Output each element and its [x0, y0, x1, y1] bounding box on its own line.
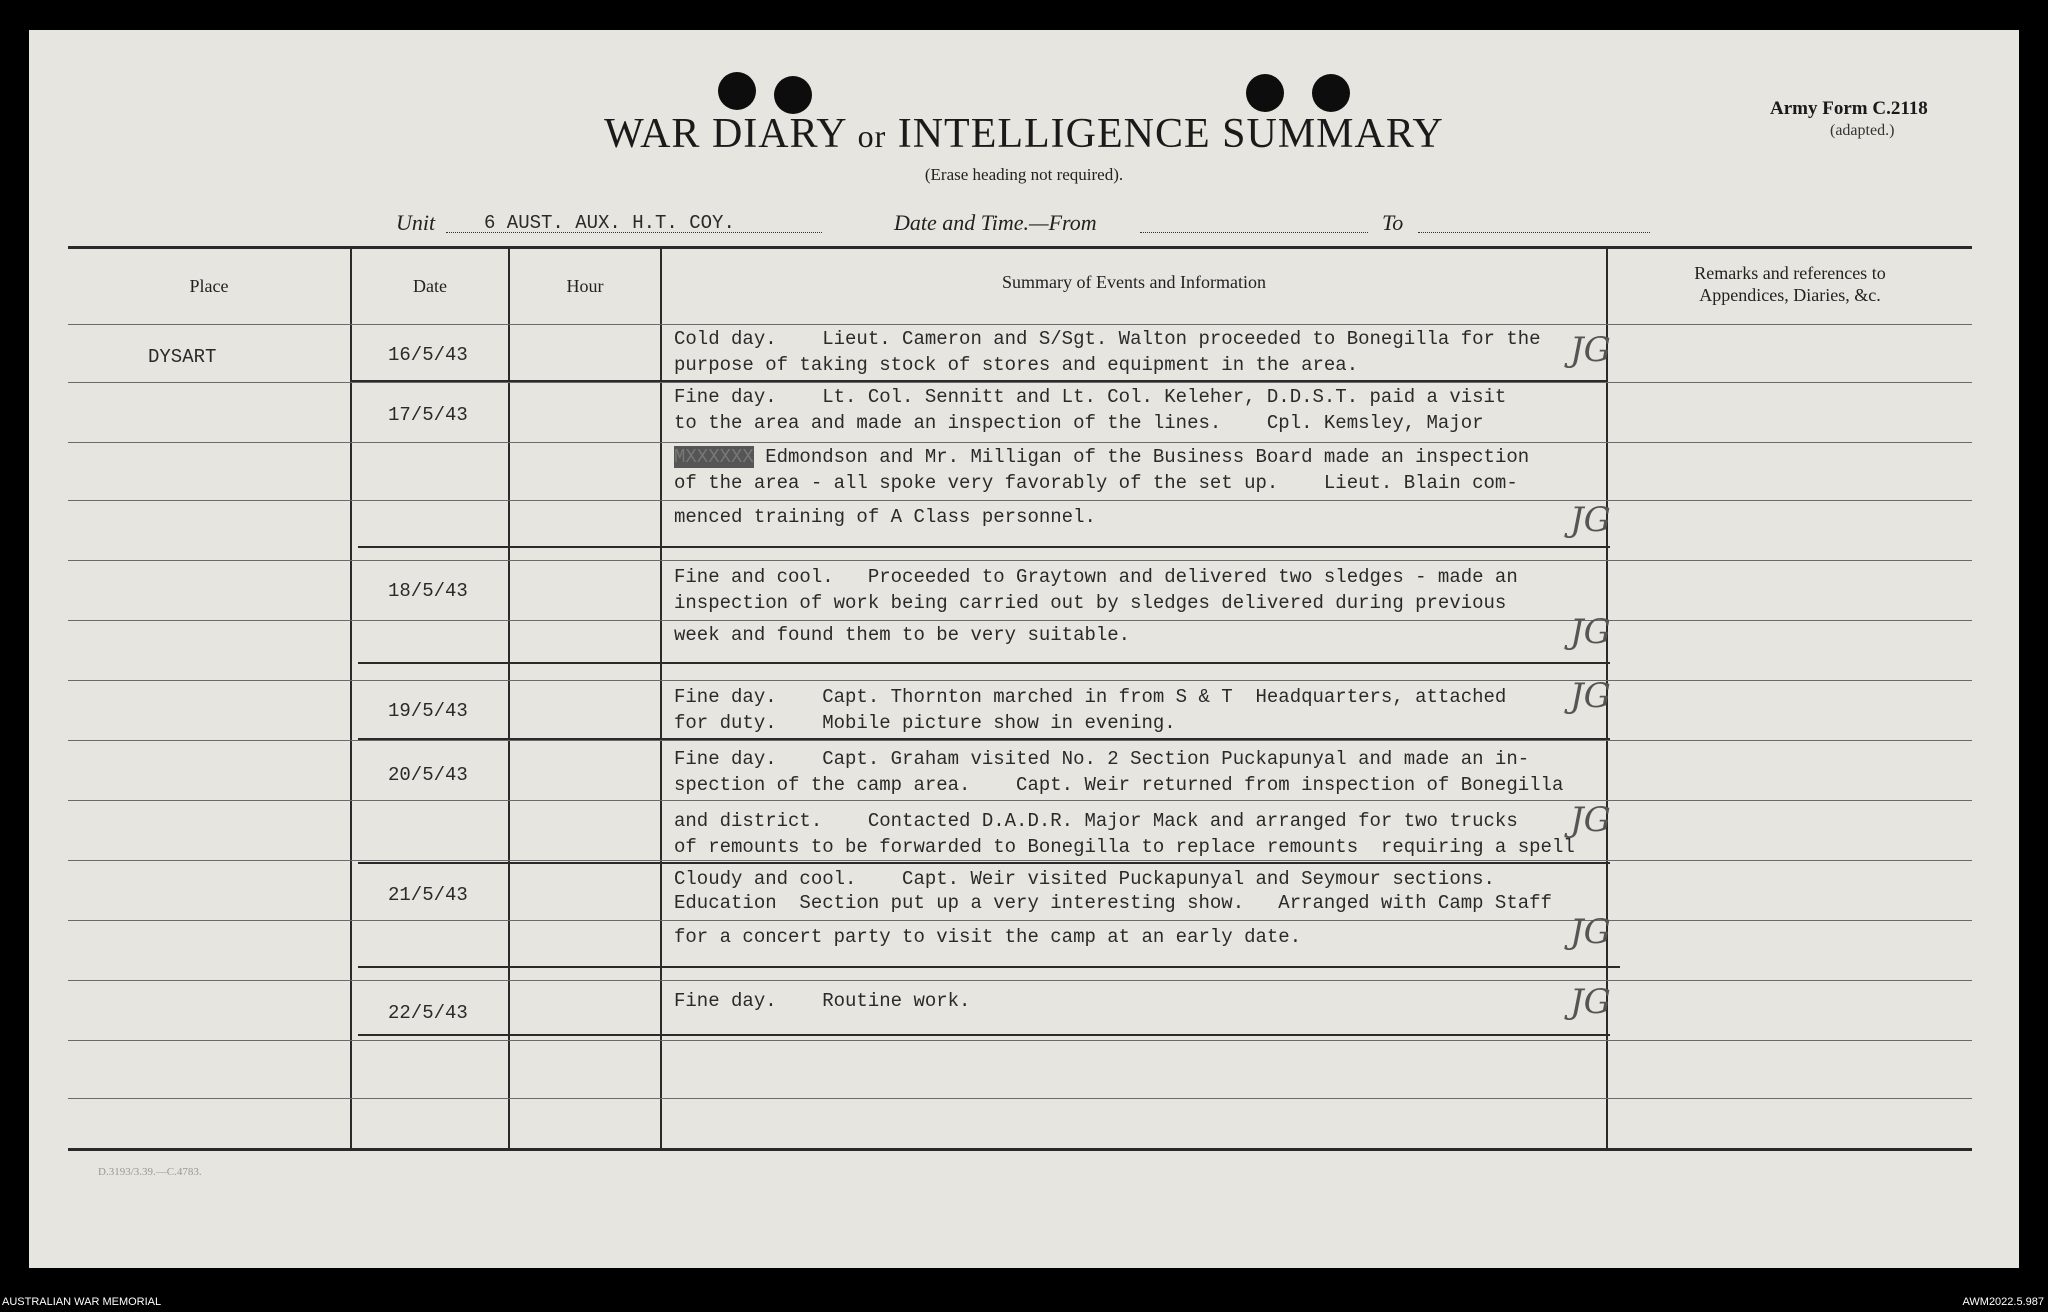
entry-text-line: Fine day. Lt. Col. Sennitt and Lt. Col. Keleher, D.D.S.T. paid a visit — [674, 386, 1507, 408]
entry-text-line: inspection of work being carried out by sledges delivered during previous — [674, 592, 1507, 614]
entry-text-line: of the area - all spoke very favorably of the set up. Lieut. Blain com- — [674, 472, 1518, 494]
ruled-line — [68, 1098, 1972, 1099]
title-part2: INTELLIGENCE SUMMARY — [897, 111, 1444, 157]
col-header-place: Place — [189, 276, 229, 296]
remarks-header-line2: Appendices, Diaries, &c. — [1699, 285, 1881, 305]
entry-text-line: Fine day. Routine work. — [674, 990, 971, 1012]
punch-hole — [1312, 74, 1350, 112]
ruled-line — [68, 920, 1972, 921]
handwritten-initials: JG — [1570, 612, 1611, 652]
to-dotted-line — [1418, 210, 1650, 233]
ruled-line — [68, 620, 1972, 621]
entry-text-line: week and found them to be very suitable. — [674, 624, 1131, 646]
entry-text-line: for duty. Mobile picture show in evening. — [674, 712, 1176, 734]
entry-text-line: Education Section put up a very interesting show. Arranged with Camp Staff — [674, 892, 1552, 914]
entry-text-line: purpose of taking stock of stores and equipment in the area. — [674, 354, 1359, 376]
entry-date: 16/5/43 — [388, 344, 468, 366]
entry-date: 20/5/43 — [388, 764, 468, 786]
entry-date: 22/5/43 — [388, 1002, 468, 1024]
entry-separator — [358, 662, 1610, 664]
entry-text-line: Cold day. Lieut. Cameron and S/Sgt. Walton proceeded to Bonegilla for the — [674, 328, 1541, 350]
ruled-line — [68, 1040, 1972, 1041]
table-bottom-border — [68, 1148, 1972, 1151]
handwritten-initials: JG — [1570, 800, 1611, 840]
ruled-line — [68, 680, 1972, 681]
entry-text-line: to the area and made an inspection of the lines. Cpl. Kemsley, Major — [674, 412, 1484, 434]
entry-text-line: Cloudy and cool. Capt. Weir visited Puckapunyal and Seymour sections. — [674, 868, 1495, 890]
page-title — [0, 110, 2048, 158]
col-header-date: Date — [413, 276, 447, 296]
entry-separator — [358, 862, 1610, 864]
entry-text-line: Fine day. Capt. Thornton marched in from S & T Headquarters, attached — [674, 686, 1507, 708]
handwritten-initials: JG — [1570, 676, 1611, 716]
entry-date: 21/5/43 — [388, 884, 468, 906]
entry-text-line — [674, 446, 1529, 468]
col-header-hour: Hour — [566, 276, 604, 296]
handwritten-initials: JG — [1570, 500, 1611, 540]
entry-date: 17/5/43 — [388, 404, 468, 426]
from-dotted-line — [1140, 210, 1368, 233]
entry-date: 19/5/43 — [388, 700, 468, 722]
entry-text-line: Fine and cool. Proceeded to Graytown and delivered two sledges - made an — [674, 566, 1518, 588]
struck-text: MXXXXXX — [674, 446, 754, 468]
entry-text-line: spection of the camp area. Capt. Weir returned from inspection of Bonegilla — [674, 774, 1564, 796]
ruled-line — [68, 740, 1972, 741]
punch-hole — [774, 76, 812, 114]
ruled-line — [68, 800, 1972, 801]
entry-separator — [358, 738, 1610, 740]
table-top-border — [68, 246, 1972, 249]
entry-text-line: and district. Contacted D.A.D.R. Major Mack and arranged for two trucks — [674, 810, 1518, 832]
unit-label: Unit — [396, 210, 436, 235]
ruled-line — [68, 560, 1972, 561]
col-header-remarks — [1608, 262, 1972, 306]
entry-text-line: menced training of A Class personnel. — [674, 506, 1096, 528]
handwritten-initials: JG — [1570, 912, 1611, 952]
ruled-line — [68, 442, 1972, 443]
archive-reference: AWM2022.5.987 — [1962, 1296, 2044, 1308]
ruled-line — [68, 324, 1972, 325]
page-subtitle: (Erase heading not required). — [924, 165, 1124, 184]
print-reference: D.3193/3.39.—C.4783. — [98, 1166, 202, 1178]
punch-hole — [1246, 74, 1284, 112]
entry-text-part: Edmondson and Mr. Milligan of the Business Board made an inspection — [753, 446, 1530, 468]
to-label: To — [1382, 210, 1404, 235]
ruled-line — [68, 382, 1972, 383]
unit-value: 6 AUST. AUX. H.T. COY. — [484, 212, 735, 234]
ruled-line — [68, 860, 1972, 861]
remarks-header-line1: Remarks and references to — [1694, 263, 1886, 283]
ruled-line — [68, 500, 1972, 501]
form-note: (adapted.) — [1830, 122, 1895, 139]
entry-place: DYSART — [148, 346, 217, 368]
archive-credit: AUSTRALIAN WAR MEMORIAL — [2, 1296, 162, 1308]
entry-text-line: Fine day. Capt. Graham visited No. 2 Section Puckapunyal and made an in- — [674, 748, 1530, 770]
entry-separator — [358, 966, 1620, 968]
handwritten-initials: JG — [1570, 982, 1611, 1022]
title-or: or — [857, 118, 887, 154]
entry-date: 18/5/43 — [388, 580, 468, 602]
handwritten-initials: JG — [1570, 330, 1611, 370]
entry-text-line: for a concert party to visit the camp at an early date. — [674, 926, 1302, 948]
date-time-label: Date and Time.—From — [894, 210, 1097, 235]
entry-separator — [358, 1034, 1610, 1036]
col-header-summary: Summary of Events and Information — [1002, 272, 1266, 292]
punch-hole — [718, 72, 756, 110]
entry-separator — [350, 380, 1608, 382]
entry-separator — [358, 546, 1610, 548]
form-number: Army Form C.2118 — [1770, 98, 1928, 119]
ruled-line — [68, 980, 1972, 981]
entry-text-line: of remounts to be forwarded to Bonegilla to replace remounts requiring a spell — [674, 836, 1575, 858]
title-part1: WAR DIARY — [604, 111, 847, 157]
